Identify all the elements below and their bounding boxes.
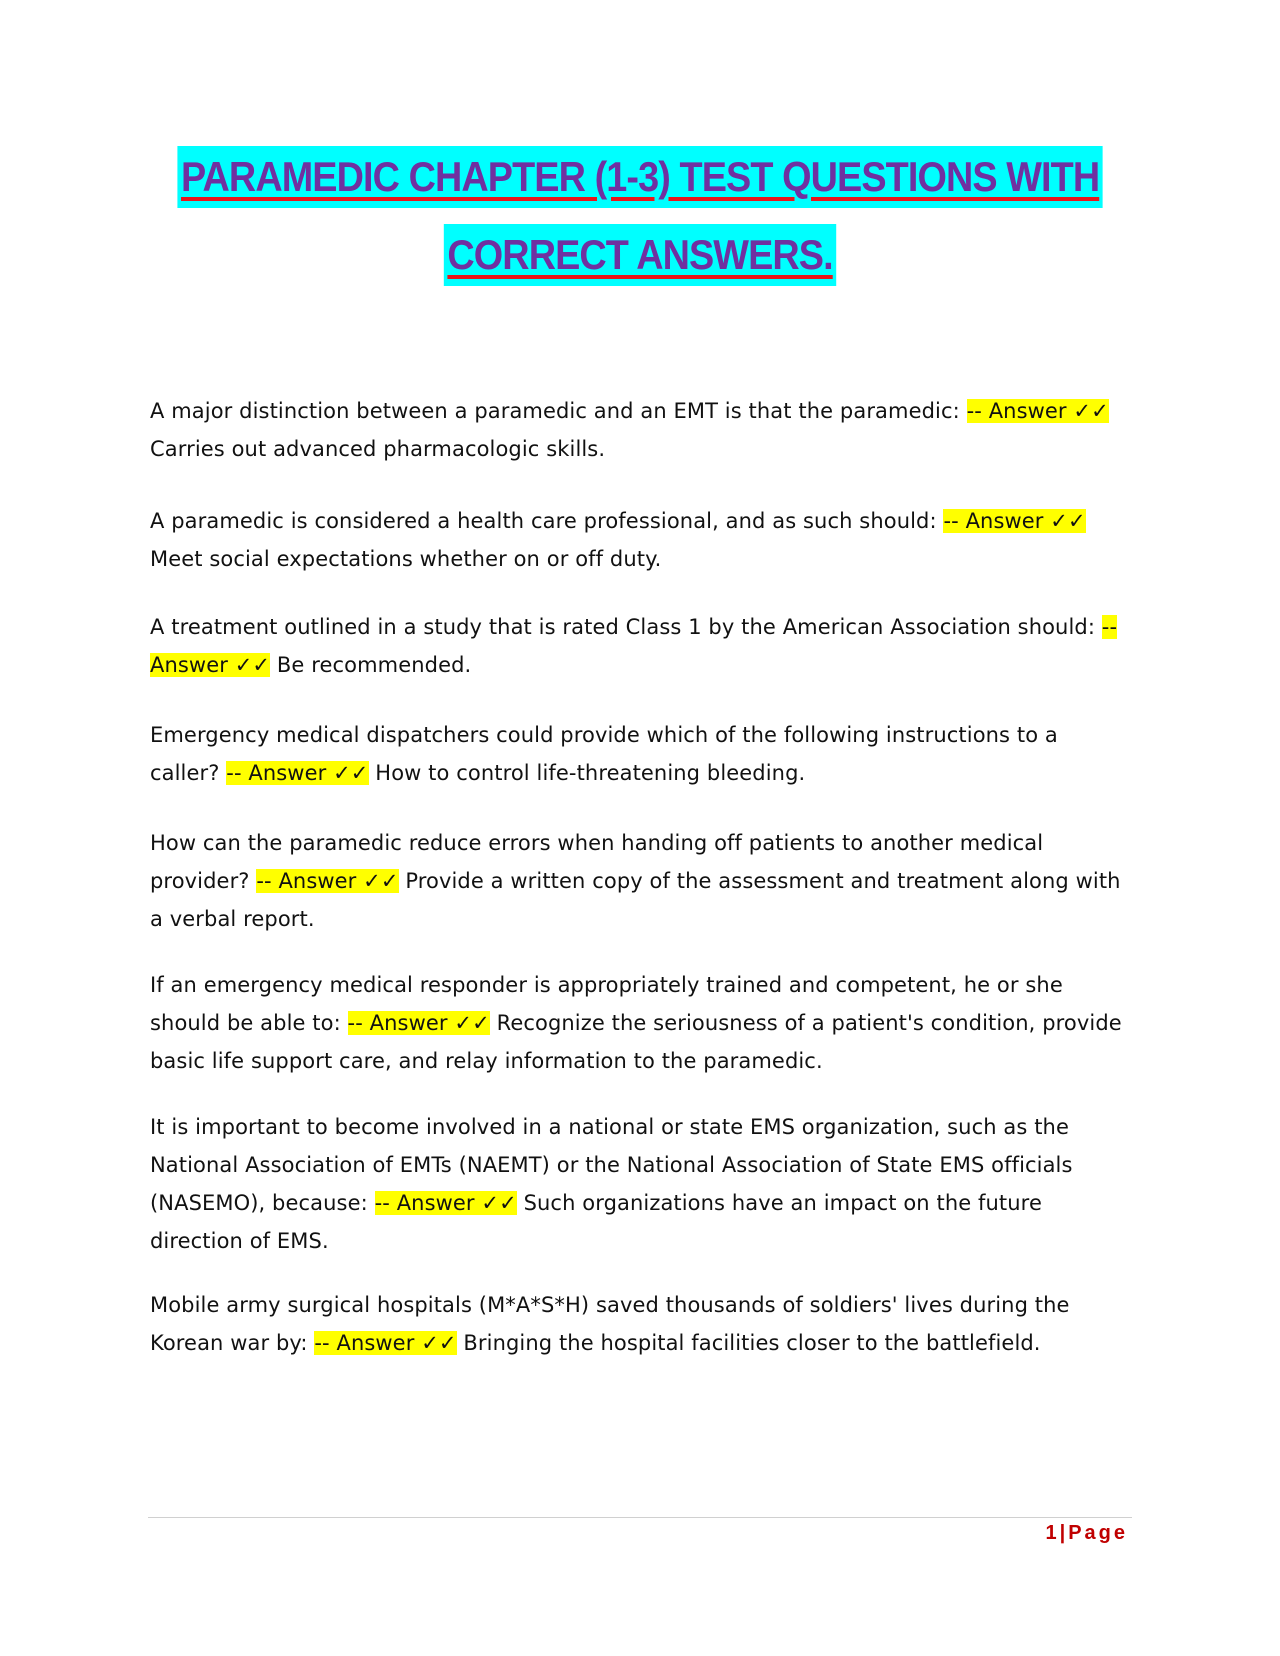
question-text: It is important to become involved in a national or state EMS organization, such as the National Association of EMTs (NAEMT) or the National Association of State EMS officials (NASEMO), because: [150, 1115, 1073, 1215]
qa-item [150, 716, 1130, 792]
answer-text: Be recommended. [276, 653, 472, 677]
answer-marker: -- Answer ✓✓ [943, 509, 1086, 533]
qa-item [150, 824, 1130, 938]
question-text: Mobile army surgical hospitals (M*A*S*H) saved thousands of soldiers' lives during the Korean war by: [150, 1293, 1070, 1355]
answer-text: Such organizations have an impact on the future direction of EMS. [150, 1191, 1042, 1253]
question-text: A major distinction between a paramedic and an EMT is that the paramedic: [150, 399, 960, 423]
answer-marker: -- Answer ✓✓ [314, 1331, 457, 1355]
answer-marker: -- Answer ✓✓ [347, 1011, 490, 1035]
question-text: Emergency medical dispatchers could provide which of the following instructions to a caller? [150, 723, 1058, 785]
qa-item [150, 502, 1130, 578]
answer-text: Meet social expectations whether on or off duty. [150, 547, 662, 571]
title-line-1: PARAMEDIC CHAPTER (1-3) TEST QUESTIONS WITH [177, 146, 1102, 208]
qa-item [150, 392, 1130, 468]
question-text: A treatment outlined in a study that is rated Class 1 by the American Association should: [150, 615, 1096, 639]
qa-item [150, 1286, 1130, 1362]
answer-text: Provide a written copy of the assessment and treatment along with a verbal report. [150, 869, 1121, 931]
answer-marker: -- Answer ✓✓ [256, 869, 399, 893]
qa-item [150, 1108, 1130, 1260]
question-text: If an emergency medical responder is appropriately trained and competent, he or she should be able to: [150, 973, 1063, 1035]
title-line-2: CORRECT ANSWERS. [444, 224, 837, 286]
answer-text: Carries out advanced pharmacologic skills. [150, 437, 606, 461]
qa-item [150, 608, 1130, 684]
qa-item [150, 966, 1130, 1080]
answer-marker: -- Answer ✓✓ [374, 1191, 517, 1215]
question-text: A paramedic is considered a health care professional, and as such should: [150, 509, 937, 533]
footer-divider [148, 1517, 1132, 1518]
answer-marker: -- Answer ✓✓ [226, 761, 369, 785]
answer-text: Recognize the seriousness of a patient's condition, provide basic life support care, and relay information to the paramedic. [150, 1011, 1122, 1073]
page-number: 1|Page [1045, 1522, 1128, 1544]
answer-marker: -- Answer ✓✓ [966, 399, 1109, 423]
question-text: How can the paramedic reduce errors when handing off patients to another medical provider? [150, 831, 1044, 893]
document-title [100, 146, 1180, 286]
answer-text: How to control life-threatening bleeding. [375, 761, 806, 785]
answer-marker: -- Answer ✓✓ [150, 615, 1118, 677]
answer-text: Bringing the hospital facilities closer to the battlefield. [463, 1331, 1041, 1355]
